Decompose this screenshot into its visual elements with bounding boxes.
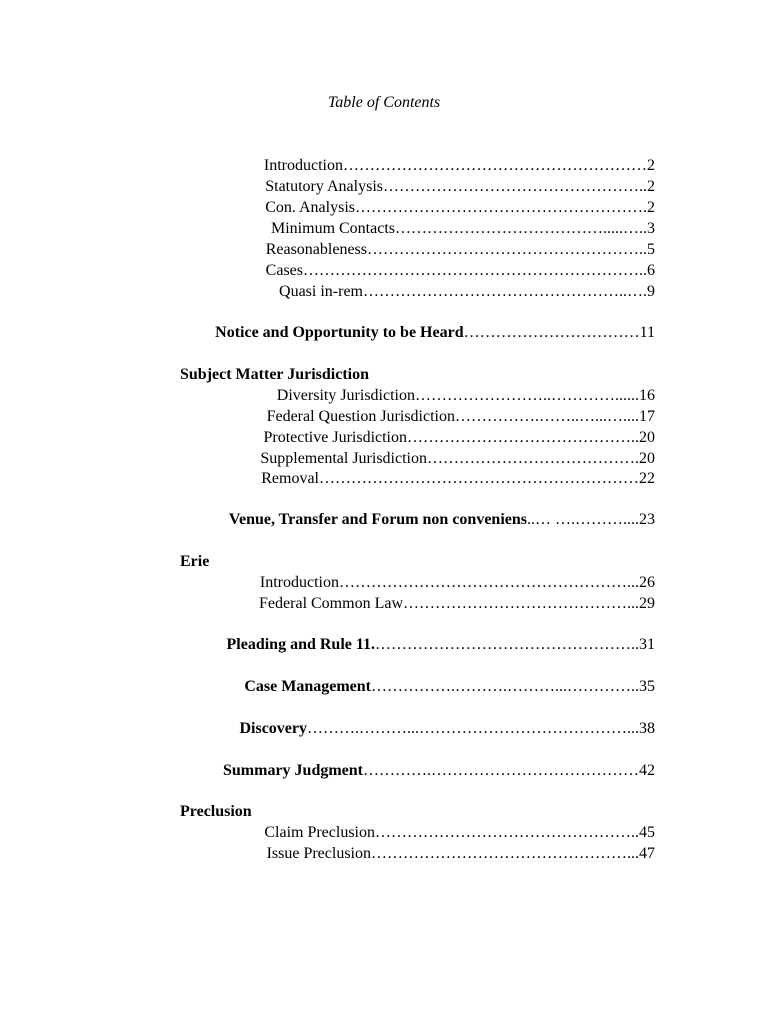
page-number: 16 bbox=[639, 387, 655, 404]
toc-entry-quasi-in-rem bbox=[279, 282, 655, 302]
toc-entry-case-management bbox=[244, 677, 655, 697]
toc-entry-introduction bbox=[264, 156, 655, 176]
toc-section-erie: Erie bbox=[180, 553, 210, 570]
dot-leader: ………………………………….....….. bbox=[395, 220, 647, 237]
page-number: 35 bbox=[639, 678, 655, 695]
entry-text: Protective Jurisdiction bbox=[263, 429, 407, 446]
toc-entry-notice-opportunity bbox=[215, 323, 655, 343]
toc-entry-issue-preclusion bbox=[267, 844, 655, 864]
dot-leader: ………………………………………….. bbox=[383, 178, 647, 195]
entry-text: Diversity Jurisdiction bbox=[276, 387, 415, 404]
entry-text: Federal Common Law bbox=[259, 595, 403, 612]
entry-text: Supplemental Jurisdiction bbox=[260, 450, 427, 467]
dot-leader: ……………………………………... bbox=[403, 595, 639, 612]
toc-section-preclusion: Preclusion bbox=[180, 803, 252, 820]
toc-entry-venue-transfer bbox=[229, 510, 655, 530]
page-number: 5 bbox=[647, 241, 655, 258]
dot-leader: ………………………………………………... bbox=[339, 574, 639, 591]
dot-leader: ..… ….……….... bbox=[527, 511, 639, 528]
dot-leader: …………………………………………..…. bbox=[363, 283, 647, 300]
toc-title: Table of Contents bbox=[327, 94, 441, 111]
page-number: 11 bbox=[639, 324, 655, 341]
toc-entry-removal bbox=[261, 469, 655, 489]
dot-leader: ……………………………………………………….. bbox=[303, 262, 647, 279]
toc-entry-protective-jurisdiction bbox=[263, 428, 655, 448]
dot-leader: ………………………………………………. bbox=[355, 199, 647, 216]
dot-leader: ………………………………………………… bbox=[343, 157, 647, 174]
entry-text: Venue, Transfer and Forum non conveniens bbox=[228, 511, 527, 528]
toc-entry-discovery bbox=[239, 719, 655, 739]
dot-leader: …………………………………. bbox=[427, 450, 639, 467]
entry-text: Issue Preclusion bbox=[266, 845, 371, 862]
page-number: 20 bbox=[639, 450, 655, 467]
dot-leader: …………….……..…...….... bbox=[455, 408, 639, 425]
entry-text: Removal bbox=[261, 470, 319, 487]
page-number: 9 bbox=[647, 283, 655, 300]
entry-text: Con. Analysis bbox=[265, 199, 355, 216]
page-number: 47 bbox=[639, 845, 655, 862]
page-number: 2 bbox=[647, 157, 655, 174]
toc-entry-cases bbox=[266, 261, 655, 281]
dot-leader: ……….………...…………………………………... bbox=[307, 720, 639, 737]
page-number: 31 bbox=[639, 636, 655, 653]
dot-leader: …………………………………………….. bbox=[367, 241, 647, 258]
page-number: 20 bbox=[639, 429, 655, 446]
toc-entry-reasonableness bbox=[266, 240, 655, 260]
page-number: 29 bbox=[639, 595, 655, 612]
toc-entry-erie-introduction bbox=[260, 573, 655, 593]
page-number: 2 bbox=[647, 178, 655, 195]
entry-text: Summary Judgment bbox=[222, 762, 363, 779]
entry-text: Pleading and Rule 11. bbox=[226, 636, 375, 653]
dot-leader: ………….………………………………… bbox=[363, 762, 639, 779]
page-number: 23 bbox=[639, 511, 655, 528]
page-number: 45 bbox=[639, 824, 655, 841]
entry-text: Claim Preclusion bbox=[264, 824, 375, 841]
entry-text: Introduction bbox=[263, 157, 343, 174]
toc-entry-summary-judgment bbox=[223, 761, 655, 781]
page-number: 2 bbox=[647, 199, 655, 216]
entry-text: Notice and Opportunity to be Heard bbox=[215, 324, 464, 341]
toc-entry-federal-common-law bbox=[259, 594, 655, 614]
entry-text: Cases bbox=[265, 262, 303, 279]
entry-text: Quasi in-rem bbox=[279, 283, 363, 300]
toc-entry-supplemental-jurisdiction bbox=[260, 449, 655, 469]
dot-leader: …………….……….………...………….. bbox=[371, 678, 639, 695]
entry-text: Statutory Analysis bbox=[265, 178, 383, 195]
entry-text: Introduction bbox=[259, 574, 339, 591]
entry-text: Discovery bbox=[239, 720, 307, 737]
dot-leader: …………………………………………………… bbox=[319, 470, 639, 487]
toc-section-subject-matter-jurisdiction: Subject Matter Jurisdiction bbox=[180, 366, 370, 383]
dot-leader: …………………………………………... bbox=[371, 845, 639, 862]
toc-entry-statutory-analysis bbox=[265, 177, 655, 197]
toc-entry-federal-question-jurisdiction bbox=[267, 407, 655, 427]
dot-leader: ……………………..…………...... bbox=[415, 387, 639, 404]
page-number: 6 bbox=[647, 262, 655, 279]
toc-entry-claim-preclusion bbox=[264, 823, 655, 843]
entry-text: Federal Question Jurisdiction bbox=[266, 408, 455, 425]
page-number: 26 bbox=[639, 574, 655, 591]
dot-leader: ………………………………………….. bbox=[375, 636, 639, 653]
entry-text: Minimum Contacts bbox=[271, 220, 395, 237]
page-number: 17 bbox=[639, 408, 655, 425]
entry-text: Reasonableness bbox=[265, 241, 367, 258]
page-number: 42 bbox=[639, 762, 655, 779]
dot-leader: …………………………………….. bbox=[407, 429, 639, 446]
page-number: 22 bbox=[639, 470, 655, 487]
page-number: 3 bbox=[647, 220, 655, 237]
dot-leader: ………………………………………….. bbox=[375, 824, 639, 841]
dot-leader: …………………………… bbox=[463, 324, 640, 341]
toc-entry-minimum-contacts bbox=[271, 219, 655, 239]
toc-entry-pleading-rule-11 bbox=[227, 635, 655, 655]
entry-text: Case Management bbox=[244, 678, 371, 695]
toc-entry-con-analysis bbox=[265, 198, 655, 218]
page-number: 38 bbox=[639, 720, 655, 737]
toc-entry-diversity-jurisdiction bbox=[277, 386, 655, 406]
